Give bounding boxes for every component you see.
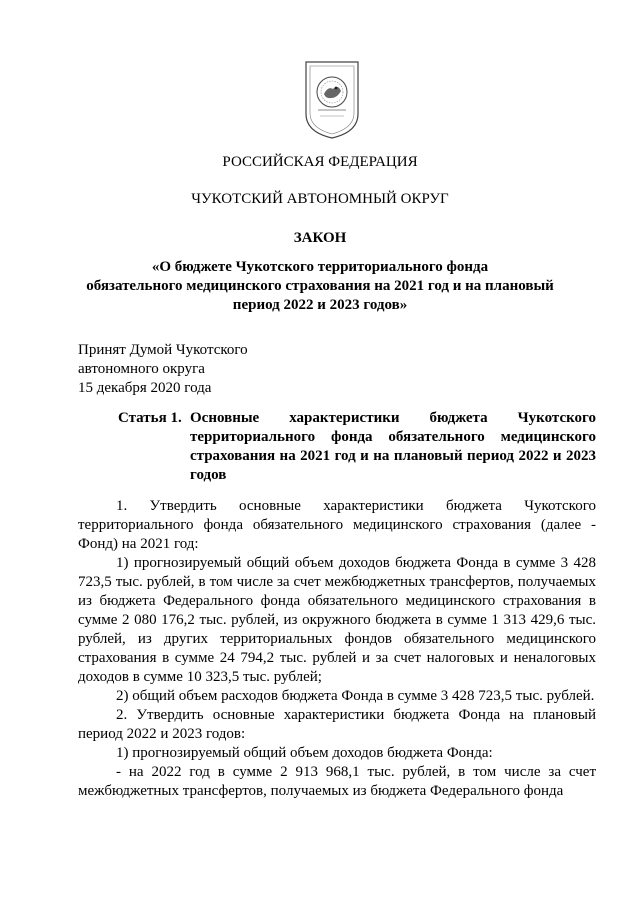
adoption-line: Принят Думой Чукотского [78, 342, 248, 358]
law-title-line: «О бюджете Чукотского территориального фонда [151, 259, 489, 275]
paragraph: 2) общий объем расходов бюджета Фонда в сумме 3 428 723,5 тыс. рублей. [116, 688, 595, 704]
region-heading: ЧУКОТСКИЙ АВТОНОМНЫЙ ОКРУГ [191, 191, 449, 207]
adoption-date: 15 декабря 2020 года [78, 380, 212, 396]
coat-of-arms-emblem [302, 58, 362, 140]
paragraph: 2. Утвердить основные характеристики бюджета Фонда на плановый период 2022 и 2023 годов: [78, 707, 596, 742]
law-title [0, 258, 640, 315]
document-type-heading: ЗАКОН [293, 230, 347, 246]
adoption-block [78, 341, 378, 398]
paragraph: 1. Утвердить основные характеристики бюджета Чукотского территориального фонда обязательного медицинского страхования (далее - Фонд) на 2021 год: [78, 498, 596, 552]
article-title: Основные характеристики бюджета Чукотского территориального фонда обязательного медицинского страхования на 2021 год и на плановый период 2022 и 2023 годов [190, 410, 596, 483]
adoption-line: автономного округа [78, 361, 205, 377]
article-body [78, 497, 596, 801]
paragraph: 1) прогнозируемый общий объем доходов бюджета Фонда в сумме 3 428 723,5 тыс. рублей, в том числе за счет межбюджетных трансфертов, получаемых из бюджета Федерального фонда обязательного медицинского страхования в сумме 2 080 176,2 тыс. рублей, из окружного бюджета в сумме 1 313 429,6 тыс. рублей, из других территориальных фондов обязательного медицинского страхования в сумме 24 794,2 тыс. рублей и за счет налоговых и неналоговых доходов в сумме 10 323,5 тыс. рублей; [78, 555, 596, 685]
law-title-line: обязательного медицинского страхования на 2021 год и на плановый [86, 278, 554, 294]
law-title-line: период 2022 и 2023 годов» [232, 297, 408, 313]
article-number: Статья 1. [118, 410, 182, 426]
paragraph: 1) прогнозируемый общий объем доходов бюджета Фонда: [116, 745, 493, 761]
country-heading: РОССИЙСКАЯ ФЕДЕРАЦИЯ [222, 154, 418, 170]
paragraph: - на 2022 год в сумме 2 913 968,1 тыс. рублей, в том числе за счет межбюджетных трансфертов, получаемых из бюджета Федерального фонда [78, 764, 596, 799]
